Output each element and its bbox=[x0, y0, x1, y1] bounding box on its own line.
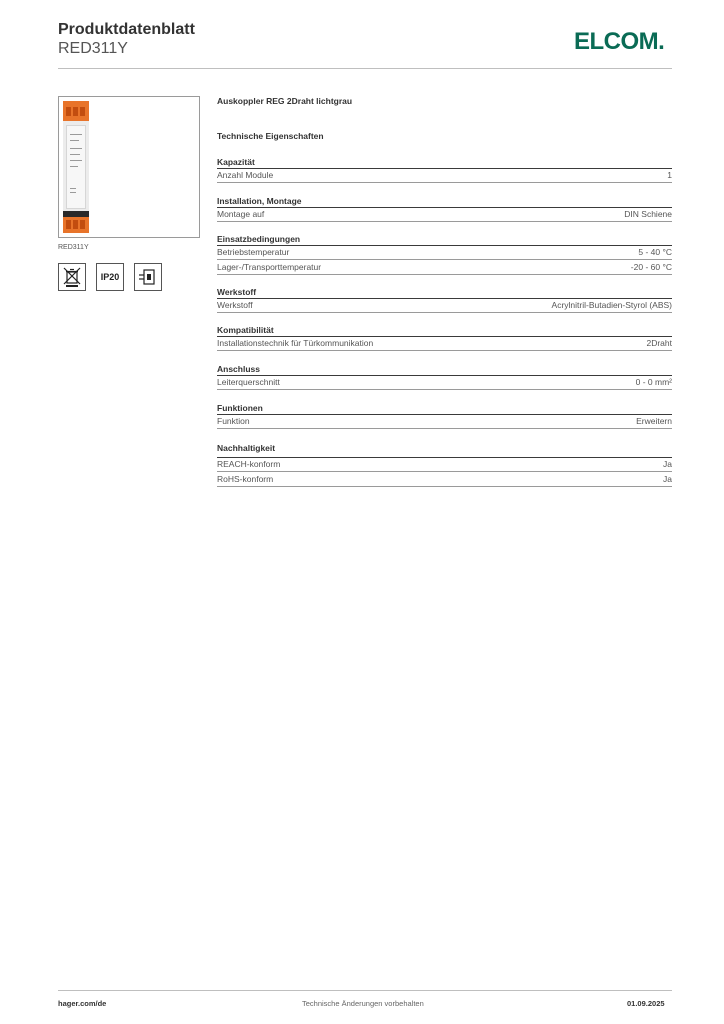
spec-row bbox=[217, 337, 672, 351]
section-title: Installation, Montage bbox=[217, 196, 302, 206]
product-description: Auskoppler REG 2Draht lichtgrau bbox=[217, 96, 353, 106]
spec-value: DIN Schiene bbox=[624, 209, 672, 219]
din-module-illustration bbox=[63, 101, 89, 233]
spec-row bbox=[217, 208, 672, 222]
spec-key: Betriebstemperatur bbox=[217, 247, 290, 257]
spec-row bbox=[217, 261, 672, 275]
spec-value: Erweitern bbox=[636, 416, 672, 426]
spec-row bbox=[217, 458, 672, 472]
spec-value: -20 - 60 °C bbox=[630, 262, 672, 272]
spec-value: 2Draht bbox=[646, 338, 672, 348]
din-rail-mount-icon bbox=[134, 263, 162, 291]
spec-value: 5 - 40 °C bbox=[638, 247, 672, 257]
spec-row bbox=[217, 299, 672, 313]
spec-row bbox=[217, 246, 672, 260]
bottom-terminal bbox=[63, 211, 89, 233]
section-title: Einsatzbedingungen bbox=[217, 234, 301, 244]
spec-row bbox=[217, 473, 672, 487]
technical-heading: Technische Eigenschaften bbox=[217, 131, 324, 141]
section-title: Kapazität bbox=[217, 157, 255, 167]
footer-disclaimer: Technische Änderungen vorbehalten bbox=[302, 999, 424, 1008]
spec-key: Montage auf bbox=[217, 209, 265, 219]
elcom-logo: ELCOM. bbox=[574, 28, 665, 55]
spec-key: Funktion bbox=[217, 416, 250, 426]
section-title: Funktionen bbox=[217, 403, 263, 413]
weee-crossed-bin-icon bbox=[58, 263, 86, 291]
header-divider bbox=[58, 68, 672, 69]
top-terminal bbox=[63, 101, 89, 121]
footer-date: 01.09.2025 bbox=[627, 999, 665, 1008]
spec-key: Lager-/Transporttemperatur bbox=[217, 262, 322, 272]
footer-divider bbox=[58, 990, 672, 991]
section-title: Werkstoff bbox=[217, 287, 257, 297]
spec-key: Installationstechnik für Türkommunikation bbox=[217, 338, 374, 348]
module-front-label bbox=[66, 125, 86, 209]
spec-value: Ja bbox=[663, 459, 672, 469]
footer-website: hager.com/de bbox=[58, 999, 107, 1008]
section-title: Anschluss bbox=[217, 364, 260, 374]
page-title: Produktdatenblatt bbox=[58, 21, 195, 38]
spec-key: RoHS-konform bbox=[217, 474, 274, 484]
spec-value: Ja bbox=[663, 474, 672, 484]
spec-row bbox=[217, 376, 672, 390]
spec-key: Werkstoff bbox=[217, 300, 253, 310]
spec-key: REACH-konform bbox=[217, 459, 281, 469]
ip20-badge bbox=[96, 263, 124, 291]
section-title: Nachhaltigkeit bbox=[217, 443, 276, 453]
spec-value: 0 - 0 mm² bbox=[635, 377, 672, 387]
product-image bbox=[58, 96, 200, 238]
product-image-caption: RED311Y bbox=[58, 244, 89, 251]
spec-key: Anzahl Module bbox=[217, 170, 274, 180]
section-title: Kompatibilität bbox=[217, 325, 274, 335]
spec-value: Acrylnitril-Butadien-Styrol (ABS) bbox=[551, 300, 672, 310]
spec-value: 1 bbox=[667, 170, 672, 180]
spec-row bbox=[217, 169, 672, 183]
product-code: RED311Y bbox=[58, 40, 128, 57]
spec-key: Leiterquerschnitt bbox=[217, 377, 280, 387]
spec-row bbox=[217, 415, 672, 429]
ip20-label: IP20 bbox=[100, 272, 120, 282]
